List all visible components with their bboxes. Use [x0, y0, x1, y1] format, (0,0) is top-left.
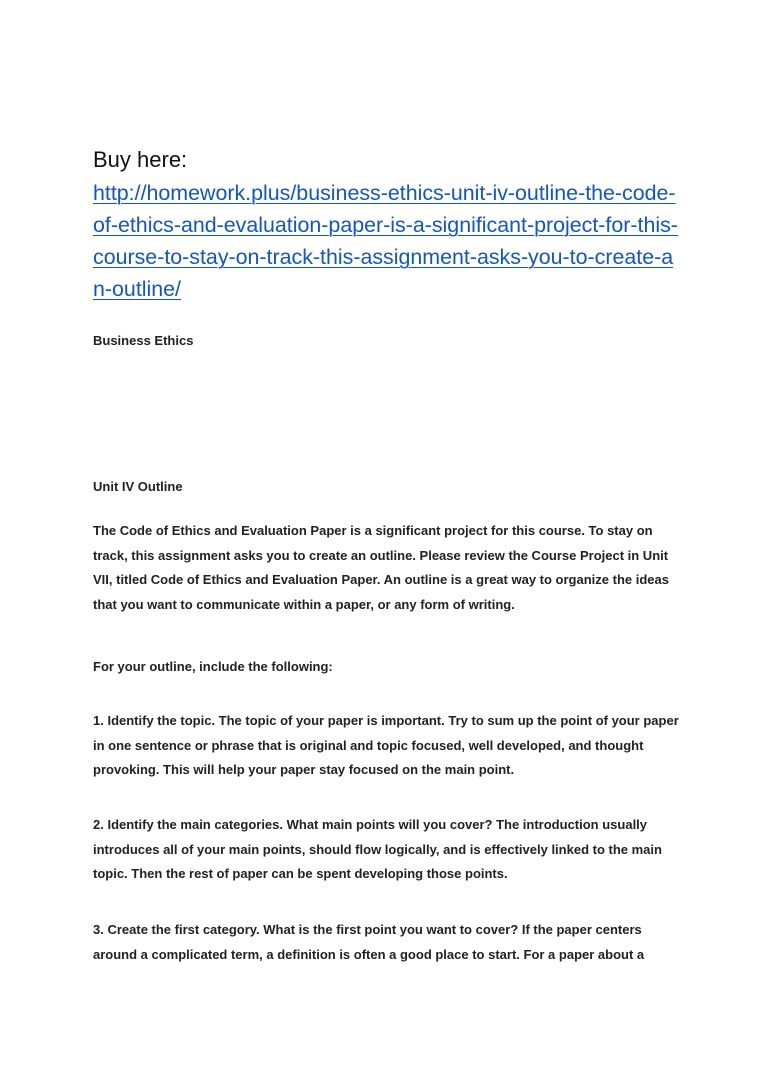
step-1-paragraph: 1. Identify the topic. The topic of your paper is important. Try to sum up the point of your paper in one sentence or phrase that is original and topic focused, well developed, and thought provoking. This will help your paper stay focused on the main point. [93, 713, 679, 777]
course-title: Business Ethics [93, 333, 194, 348]
intro-paragraph: The Code of Ethics and Evaluation Paper is a significant project for this course. To stay on track, this assignment asks you to create an outline. Please review the Course Project in Unit VII, titled Code of Ethics and Evaluation Paper. An outline is a great way to organize the ideas that you want to communicate within a paper, or any form of writing. [93, 523, 669, 612]
step-3-paragraph: 3. Create the first category. What is the first point you want to cover? If the paper centers around a complicated term, a definition is often a good place to start. For a paper about a [93, 922, 645, 962]
buy-here-label: Buy here: [93, 147, 188, 172]
purchase-link[interactable]: http://homework.plus/business-ethics-unit-iv-outline-the-code-of-ethics-and-evaluation-paper-is-a-significant-project-for-this-course-to-stay-on-track-this-assignment-asks-you-to-create-an-outline/ [93, 181, 678, 301]
step-2-paragraph: 2. Identify the main categories. What main points will you cover? The introduction usually introduces all of your main points, should flow logically, and is effectively linked to the main topic. Then the rest of paper can be spent developing those points. [93, 817, 662, 881]
outline-instructions: For your outline, include the following: [93, 659, 333, 674]
document-page [93, 143, 683, 962]
unit-title: Unit IV Outline [93, 479, 183, 494]
